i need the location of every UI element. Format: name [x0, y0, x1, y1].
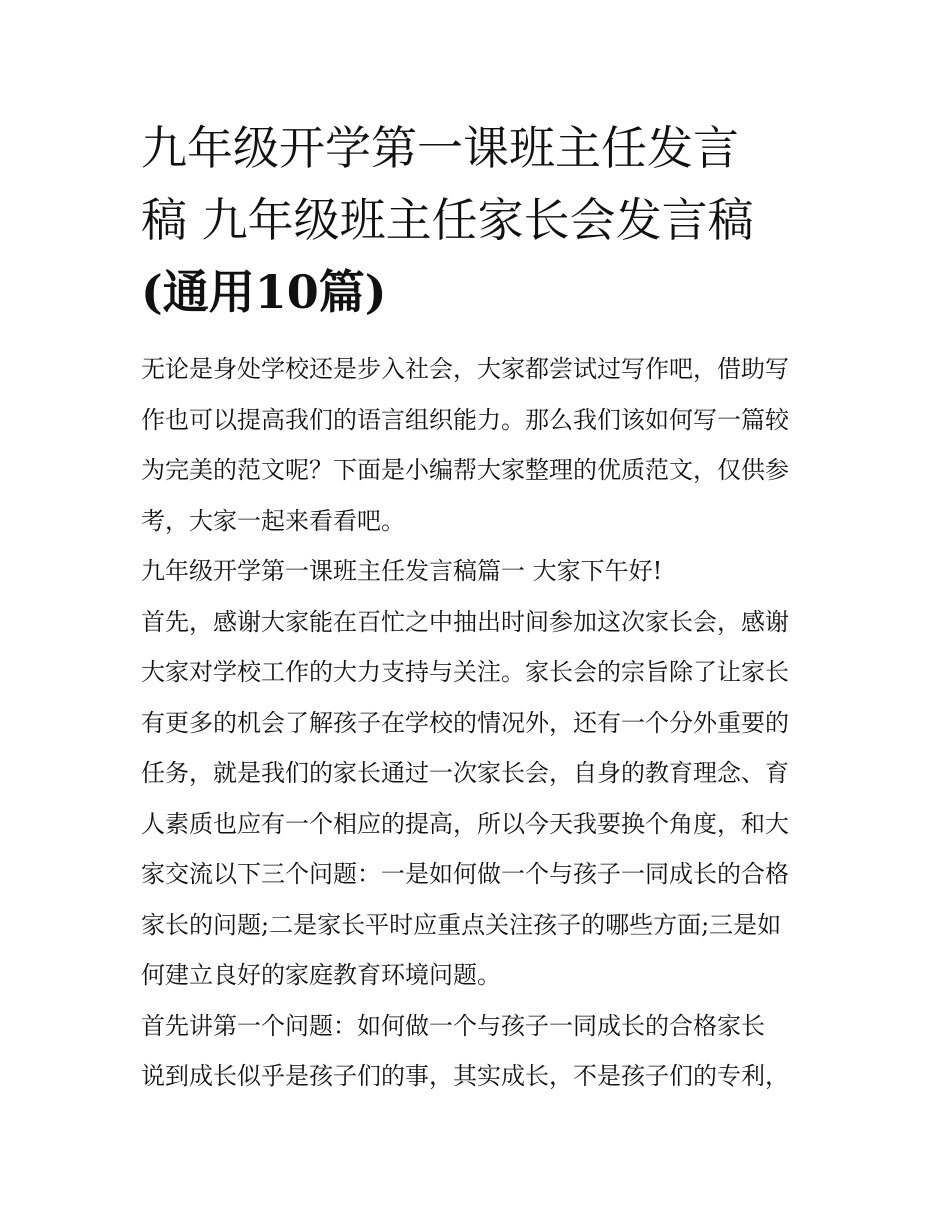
body-line: 有更多的机会了解孩子在学校的情况外，还有一个分外重要的 [141, 708, 789, 737]
document-page [141, 112, 815, 1102]
body-line: 九年级开学第一课班主任发言稿篇一 大家下午好! [141, 557, 663, 585]
title-line: 九年级开学第一课班主任发言 [141, 121, 739, 175]
body-line: 首先讲第一个问题：如何做一个与孩子一同成长的合格家长 [141, 1011, 765, 1040]
body-line: 家交流以下三个问题：一是如何做一个与孩子一同成长的合格 [141, 860, 789, 888]
body-line: 人素质也应有一个相应的提高，所以今天我要换个角度，和大 [141, 809, 789, 838]
body-line: 考，大家一起来看看吧。 [141, 506, 405, 535]
title-line: 稿 九年级班主任家长会发言稿 [141, 193, 754, 247]
body-line: 家长的问题;二是家长平时应重点关注孩子的哪些方面;三是如 [141, 910, 782, 939]
title-line [141, 256, 815, 328]
document-body [141, 344, 815, 1102]
body-line: 首先，感谢大家能在百忙之中抽出时间参加这次家长会，感谢 [141, 607, 789, 636]
body-line: 为完美的范文呢？下面是小编帮大家整理的优质范文，仅供参 [141, 456, 789, 484]
body-line: 无论是身处学校还是步入社会，大家都尝试过写作吧，借助写 [141, 355, 789, 383]
body-line: 何建立良好的家庭教育环境问题。 [141, 961, 501, 989]
title-line-text: (通用10篇) [141, 265, 387, 319]
body-line: 说到成长似乎是孩子们的事，其实成长，不是孩子们的专利， [141, 1062, 789, 1090]
body-line: 任务，就是我们的家长通过一次家长会，自身的教育理念、育 [141, 759, 789, 787]
body-line: 作也可以提高我们的语言组织能力。那么我们该如何写一篇较 [141, 405, 789, 434]
body-line: 大家对学校工作的大力支持与关注。家长会的宗旨除了让家长 [141, 658, 789, 686]
document-title [141, 112, 815, 328]
